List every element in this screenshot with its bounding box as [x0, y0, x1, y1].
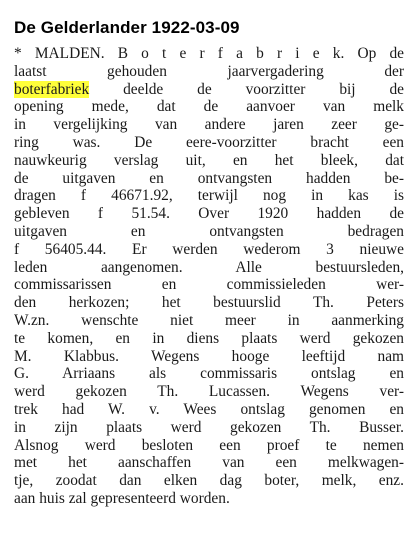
article-line: [14, 401, 404, 419]
article-line: [14, 276, 404, 294]
article-line: [14, 81, 404, 99]
line-text: opening mede, dat de aanvoer van melk: [14, 98, 404, 116]
article-line: [14, 294, 404, 312]
line-text: tje, zoodat dan elken dag boter, melk, enz.: [14, 472, 404, 490]
line-text: met het aanschaffen van een melkwagen-: [14, 454, 404, 472]
article-line: [14, 312, 404, 330]
article-line: [14, 383, 404, 401]
line-text: de uitgaven en ontvangsten hadden be-: [14, 169, 404, 187]
article-line: [14, 365, 404, 383]
article-line: [14, 348, 404, 366]
line-text: deelde de voorzitter bij de: [89, 80, 404, 98]
line-text: gebleven f 51.54. Over 1920 hadden de: [14, 205, 404, 223]
article-body: [14, 45, 404, 508]
article-line: [14, 223, 404, 241]
line-text: laatst gehouden jaarvergadering der: [14, 62, 404, 80]
page-title: De Gelderlander 1922-03-09: [14, 18, 240, 37]
line-text: dragen f 46671.92, terwijl nog in kas is: [14, 187, 404, 205]
article-line: [14, 419, 404, 437]
article-line: [14, 116, 404, 134]
line-text: in vergelijking van andere jaren zeer ge-: [14, 116, 404, 134]
article-line: [14, 134, 404, 152]
line-text: aan huis zal gepresenteerd worden.: [14, 489, 230, 507]
line-text: f 56405.44. Er werden wederom 3 nieuwe: [14, 240, 404, 258]
article-line: [14, 490, 404, 508]
article-line: [14, 472, 404, 490]
article-line: [14, 152, 404, 170]
line-text: nauwkeurig verslag uit, en het bleek, dat: [14, 151, 404, 169]
article-line: [14, 45, 404, 63]
article-line: [14, 241, 404, 259]
line-text: in zijn plaats werd gekozen Th. Busser.: [14, 418, 404, 436]
article-line: [14, 205, 404, 223]
line-text: werd gekozen Th. Lucassen. Wegens ver-: [14, 383, 404, 401]
line-text: ring was. De eere-voorzitter bracht een: [14, 133, 404, 151]
line-text: Alsnog werd besloten een proef te nemen: [14, 436, 404, 454]
line-text: uitgaven en ontvangsten bedragen: [14, 222, 404, 240]
line-text: commissarissen en commissieleden wer-: [14, 276, 404, 294]
article-line: [14, 259, 404, 277]
article-line: [14, 437, 404, 455]
line-text: leden aangenomen. Alle bestuursleden,: [14, 258, 404, 276]
line-text: den herkozen; het bestuurslid Th. Peters: [14, 294, 404, 312]
line-text: * MALDEN. B o t e r f a b r i e k. Op de: [14, 45, 404, 62]
line-text: te komen, en in diens plaats werd gekozen: [14, 329, 404, 347]
highlighted-term: boterfabriek: [14, 80, 90, 98]
line-text: trek had W. v. Wees ontslag genomen en: [14, 400, 404, 418]
article-line: [14, 187, 404, 205]
article-line: [14, 63, 404, 81]
article-line: [14, 454, 404, 472]
line-text: M. Klabbus. Wegens hooge leeftijd nam: [14, 347, 404, 365]
line-text: G. Arriaans als commissaris ontslag en: [14, 365, 404, 383]
line-text: W.zn. wenschte niet meer in aanmerking: [14, 311, 404, 329]
article-line: [14, 98, 404, 116]
article-line: [14, 170, 404, 188]
article-line: [14, 330, 404, 348]
